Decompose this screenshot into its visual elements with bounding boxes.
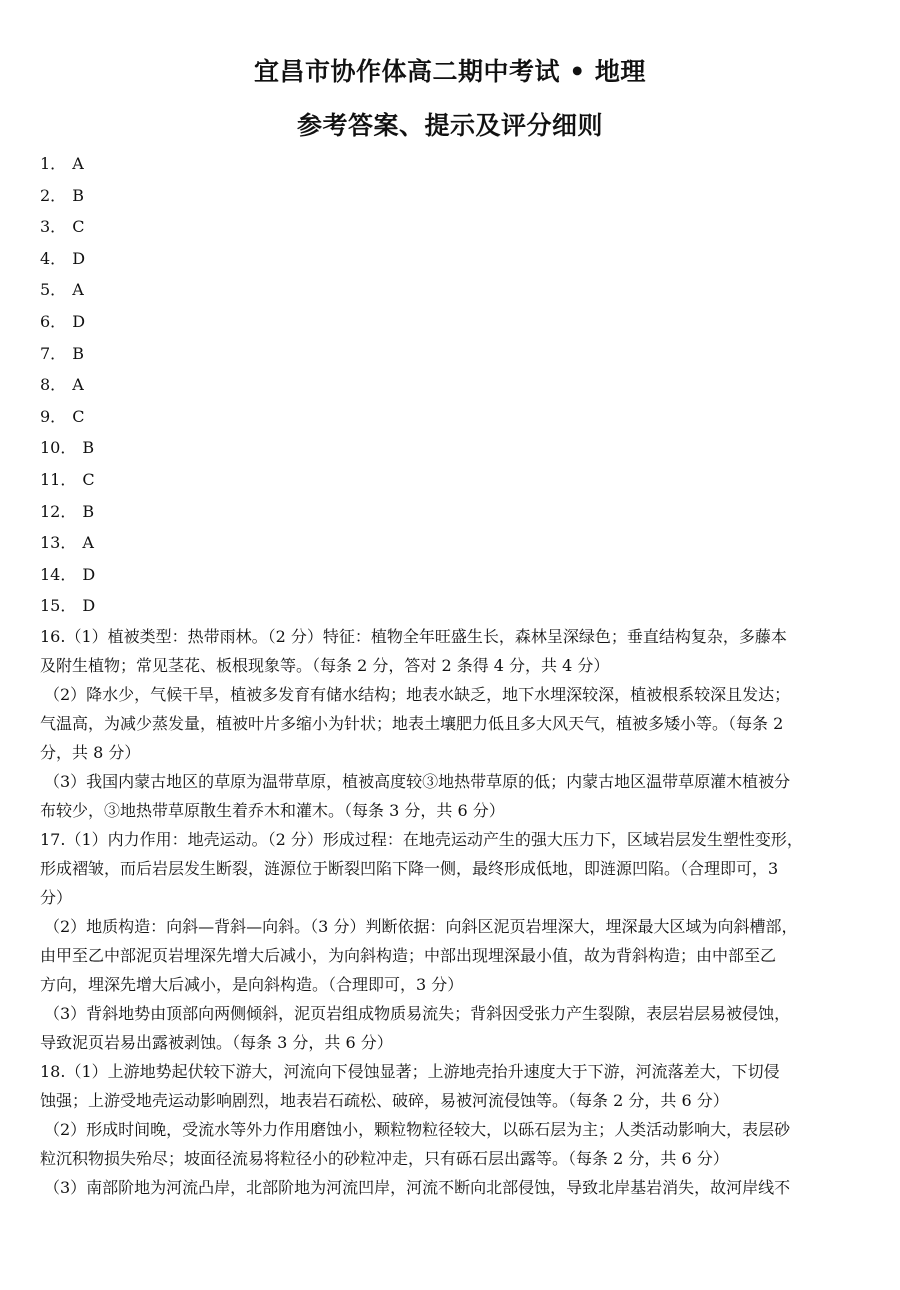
question-number: 15． <box>40 596 77 616</box>
question-number: 3． <box>40 217 67 237</box>
question-number: 14． <box>40 564 77 584</box>
question-number: 13． <box>40 533 77 553</box>
answer-line: （3）南部阶地为河流凸岸，北部阶地为河流凹岸，河流不断向北部侵蚀，导致北岸基岩消失，故河岸线不 <box>44 1178 791 1197</box>
choice-answer-item <box>40 531 95 563</box>
answer-line: （3）背斜地势由顶部向两侧倾斜，泥页岩组成物质易流失；背斜因受张力产生裂隙，表层岩层易被侵蚀， <box>44 1004 791 1023</box>
answer-line: 蚀强；上游受地壳运动影响剧烈，地表岩石疏松、破碎，易被河流侵蚀等。（每条 2 分，共 6 分） <box>40 1091 729 1110</box>
question-16 <box>40 622 862 825</box>
question-number: 5． <box>40 280 67 300</box>
question-number: 11． <box>40 469 77 489</box>
document-title: 宜昌市协作体高二期中考试 • 地理 <box>254 57 646 86</box>
answer-letter: D <box>82 596 96 616</box>
question-number: 12． <box>40 501 77 521</box>
question-number: 8． <box>40 375 67 395</box>
question-number: 2． <box>40 185 67 205</box>
answer-letter: B <box>82 438 95 458</box>
answer-line: 方向，埋深先增大后减小，是向斜构造。（合理即可，3 分） <box>40 975 464 994</box>
answer-letter: A <box>72 280 84 300</box>
choice-answer-item <box>40 342 95 374</box>
answer-line: 形成褶皱，而后岩层发生断裂，涟源位于断裂凹陷下降一侧，最终形成低地，即涟源凹陷。（合理即可，3 <box>40 859 779 878</box>
answer-line: 由甲至乙中部泥页岩埋深先增大后减小，为向斜构造；中部出现埋深最小值，故为背斜构造；由中部至乙 <box>40 946 777 965</box>
answer-line: 布较少，③地热带草原散生着乔木和灌木。（每条 3 分，共 6 分） <box>40 801 505 820</box>
answer-line: 16.（1）植被类型：热带雨林。（2 分）特征：植物全年旺盛生长，森林呈深绿色；垂直结构复杂，多藤本 <box>40 627 787 646</box>
answer-line: 及附生植物；常见茎花、板根现象等。（每条 2 分，答对 2 条得 4 分，共 4 分） <box>40 656 610 675</box>
question-number: 1． <box>40 154 67 173</box>
choice-answer-item <box>40 152 95 184</box>
question-number: 10． <box>40 438 77 458</box>
choice-answer-item <box>40 215 95 247</box>
answer-letter: D <box>82 564 96 584</box>
document-subtitle: 参考答案、提示及评分细则 <box>296 111 603 140</box>
choice-answer-item <box>40 247 95 279</box>
choice-answer-item <box>40 563 95 595</box>
answer-letter: B <box>72 343 84 363</box>
question-number: 9． <box>40 406 67 426</box>
choice-answer-item <box>40 373 95 405</box>
answer-line: 17.（1）内力作用：地壳运动。（2 分）形成过程：在地壳运动产生的强大压力下，区域岩层发生塑性变形， <box>40 830 803 849</box>
choice-answers-list <box>40 152 95 626</box>
question-17 <box>40 825 862 1057</box>
answer-line: （2）形成时间晚，受流水等外力作用磨蚀小，颗粒物粒径较大，以砾石层为主；人类活动影响大，表层砂 <box>44 1120 791 1139</box>
answer-letter: D <box>72 248 86 268</box>
choice-answer-item <box>40 405 95 437</box>
answer-letter: C <box>72 406 85 426</box>
answer-line: 18.（1）上游地势起伏较下游大，河流向下侵蚀显著；上游地壳抬升速度大于下游，河流落差大，下切侵 <box>40 1062 780 1081</box>
answer-letter: A <box>82 533 94 553</box>
question-number: 4． <box>40 248 67 268</box>
answer-letter: D <box>72 311 86 331</box>
answer-line: 粒沉积物损失殆尽；坡面径流易将粒径小的砂粒冲走，只有砾石层出露等。（每条 2 分，共 6 分） <box>40 1149 729 1168</box>
answer-letter: A <box>72 154 84 173</box>
question-18 <box>40 1057 862 1202</box>
answer-line: 分） <box>40 888 73 907</box>
answer-line: （2）地质构造：向斜—背斜—向斜。（3 分）判断依据：向斜区泥页岩埋深大，埋深最大区域为向斜槽部， <box>44 917 798 936</box>
choice-answer-item <box>40 184 95 216</box>
choice-answer-item <box>40 310 95 342</box>
choice-answer-item <box>40 436 95 468</box>
question-number: 7． <box>40 343 67 363</box>
choice-answer-item <box>40 278 95 310</box>
choice-answer-item <box>40 468 95 500</box>
choice-answer-item <box>40 500 95 532</box>
essay-answers <box>40 622 862 1202</box>
answer-line: 分，共 8 分） <box>40 743 141 762</box>
answer-letter: B <box>82 501 95 521</box>
answer-line: （3）我国内蒙古地区的草原为温带草原，植被高度较③地热带草原的低；内蒙古地区温带草原灌木植被分 <box>44 772 791 791</box>
answer-line: （2）降水少，气候干旱，植被多发育有储水结构；地表水缺乏，地下水埋深较深，植被根系较深且发达； <box>44 685 791 704</box>
answer-letter: C <box>82 469 95 489</box>
answer-letter: C <box>72 217 85 237</box>
answer-line: 气温高，为减少蒸发量，植被叶片多缩小为针状；地表土壤肥力低且多大风天气，植被多矮小等。（每条 2 <box>40 714 784 733</box>
answer-letter: A <box>72 375 84 395</box>
answer-letter: B <box>72 185 84 205</box>
answer-line: 导致泥页岩易出露被剥蚀。（每条 3 分，共 6 分） <box>40 1033 393 1052</box>
question-number: 6． <box>40 311 67 331</box>
